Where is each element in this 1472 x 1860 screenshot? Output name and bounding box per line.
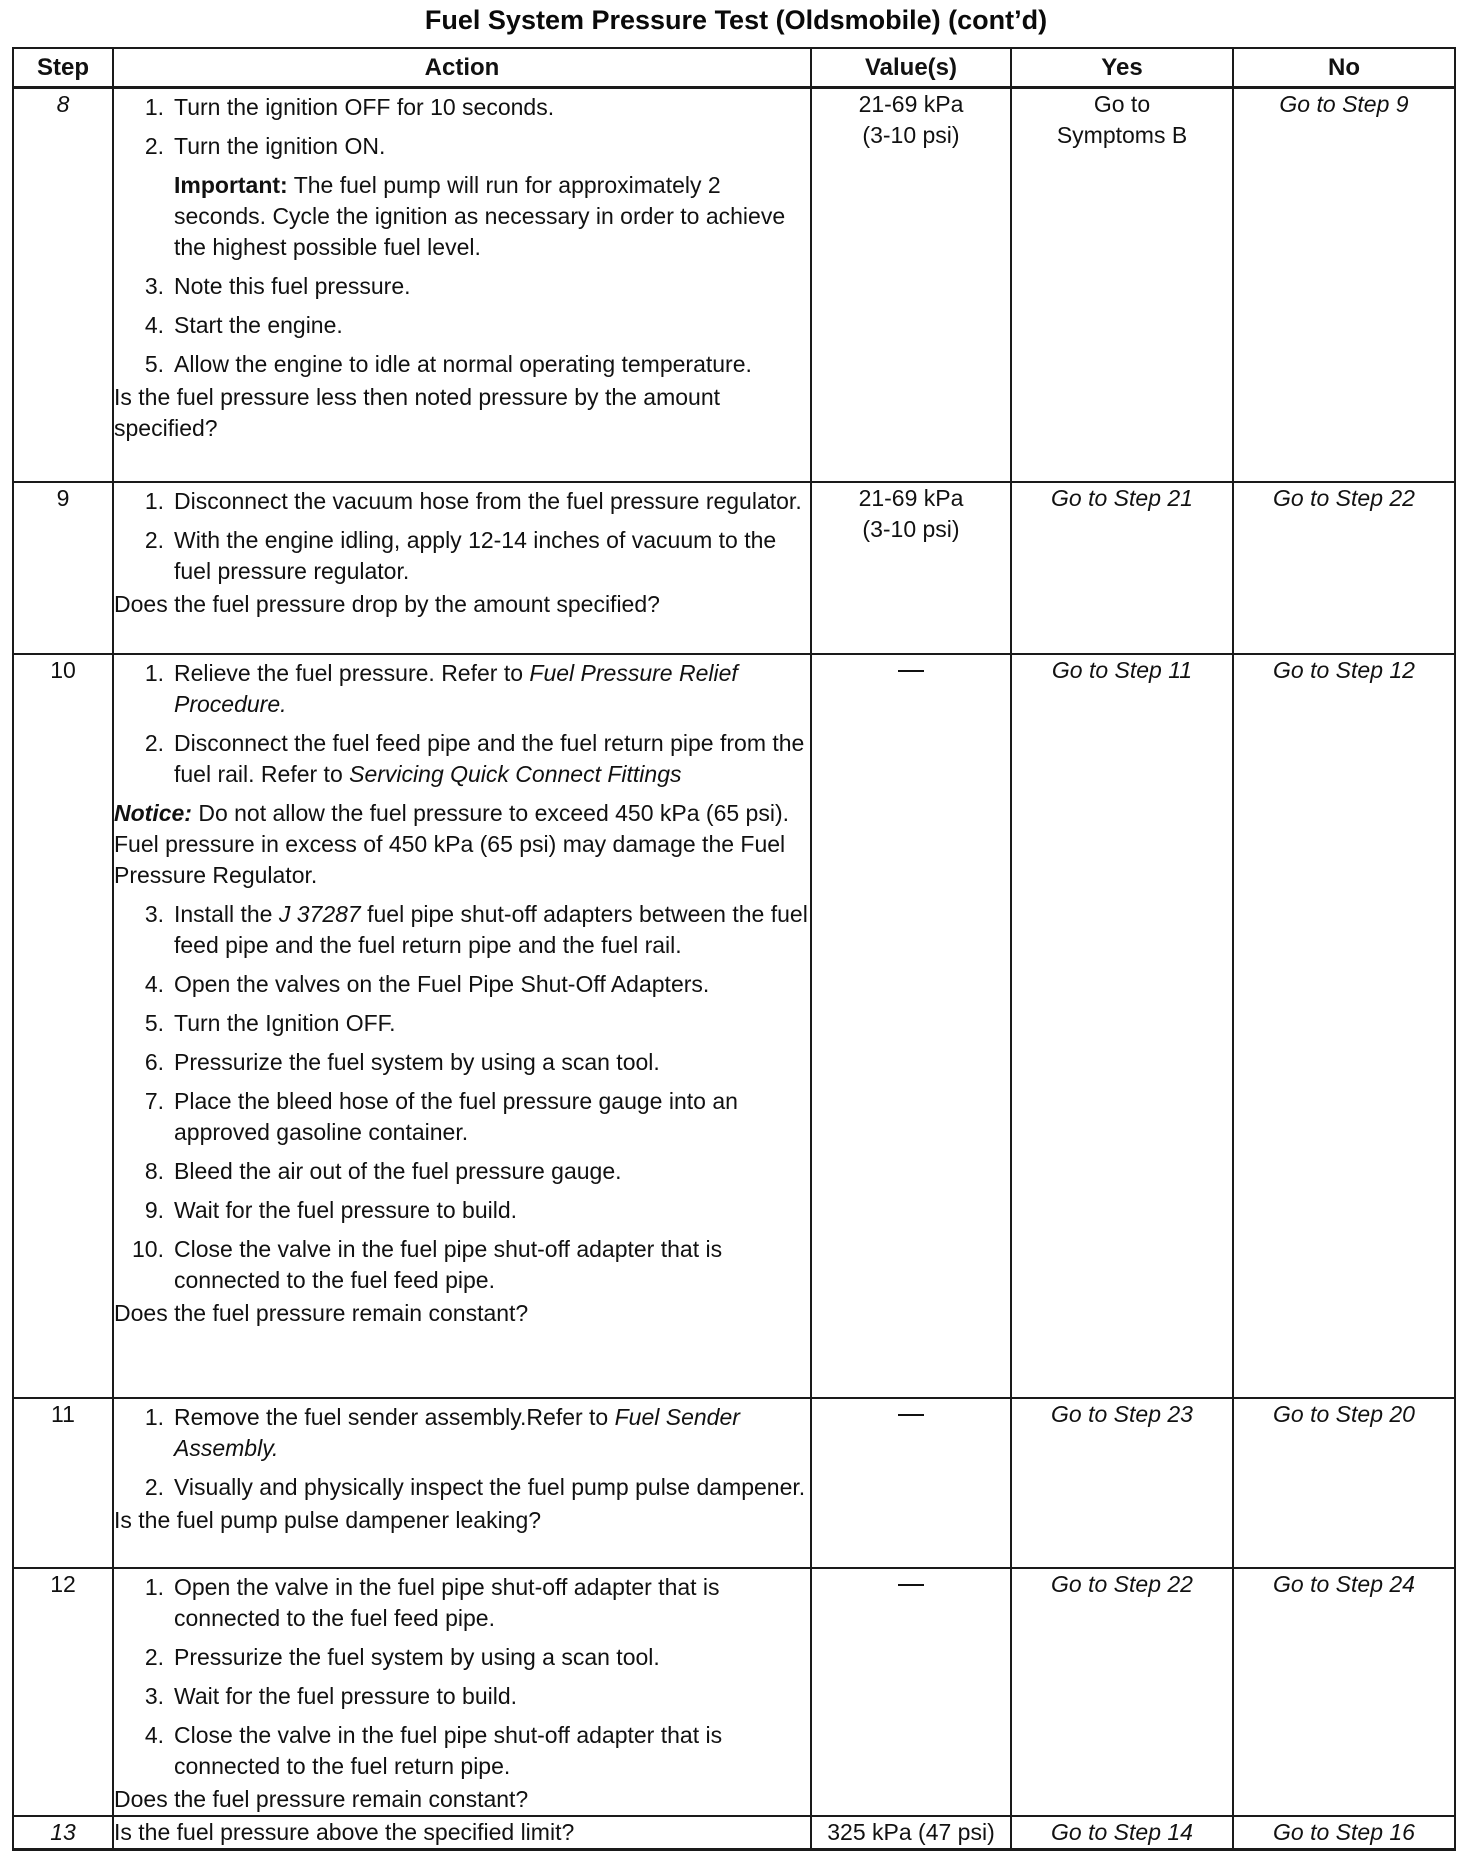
item-text: Note this fuel pressure. [174, 273, 411, 299]
value-line: (3-10 psi) [862, 515, 960, 542]
no-text: Go to Step 22 [1273, 484, 1415, 511]
header-yes: Yes [1011, 48, 1233, 88]
item-text: Turn the Ignition OFF. [174, 1009, 396, 1036]
item-text-part: Disconnect the fuel feed pipe and the fuel return pipe from the fuel rail. Refer to [174, 729, 805, 787]
value-line: 21-69 kPa [858, 91, 964, 117]
item-text: Place the bleed hose of the fuel pressure gauge into an approved gasoline container. [174, 1087, 738, 1145]
item-text: Visually and physically inspect the fuel pump pulse dampener. [174, 1473, 806, 1500]
list-item [114, 728, 810, 790]
item-text [174, 658, 810, 720]
value-cell [811, 88, 1011, 482]
item-text-part: . [280, 690, 287, 717]
header-values: Value(s) [811, 48, 1011, 88]
item-text [174, 728, 810, 790]
question-text: Does the fuel pressure remain constant? [114, 1299, 529, 1326]
value-cell [811, 654, 1011, 1398]
item-text: Turn the ignition OFF for 10 seconds. [174, 94, 555, 120]
no-cell [1233, 1816, 1455, 1850]
list-item [114, 1572, 810, 1634]
yes-text: Go to Step 21 [1051, 484, 1193, 511]
table-row-step-8 [13, 88, 1455, 482]
no-text: Go to Step 16 [1273, 1818, 1415, 1845]
no-cell [1233, 88, 1455, 482]
reference-link-text: Servicing Quick Connect Fittings [349, 760, 682, 787]
item-text: Turn the ignition ON. [174, 133, 386, 159]
item-text: Pressurize the fuel system by using a scan tool. [174, 1048, 660, 1075]
table-row-step-10 [13, 654, 1455, 1398]
yes-text: Go to Step 22 [1051, 1570, 1193, 1597]
list-item [114, 92, 810, 123]
list-item [114, 271, 810, 302]
no-text: Go to Step 9 [1279, 91, 1409, 117]
value-cell [811, 482, 1011, 654]
item-number: 8. [144, 1157, 164, 1184]
yes-cell [1011, 654, 1233, 1398]
yes-text: Go to Step 14 [1051, 1818, 1193, 1845]
yes-text: Go to Step 23 [1051, 1400, 1193, 1427]
value-line: 21-69 kPa [858, 484, 964, 511]
item-text [174, 1402, 810, 1464]
important-label: Important: [174, 172, 288, 198]
item-text: Close the valve in the fuel pipe shut-off adapter that is connected to the fuel return pipe. [174, 1721, 723, 1779]
notice-text: Do not allow the fuel pressure to exceed 450 kPa (65 psi). Fuel pressure in excess of 450 kPa (65 psi) may damage the Fuel Pressure Regulator. [114, 799, 790, 888]
no-text: Go to Step 20 [1273, 1400, 1415, 1427]
question-text: Is the fuel pump pulse dampener leaking? [114, 1506, 542, 1533]
yes-text: Go to [1093, 91, 1151, 117]
value-cell: 325 kPa (47 psi) [811, 1816, 1011, 1850]
item-number: 1. [144, 487, 164, 514]
list-item [114, 486, 810, 517]
item-number: 5. [144, 1009, 164, 1036]
no-cell [1233, 482, 1455, 654]
item-number: 1. [144, 94, 164, 120]
list-item [114, 1047, 810, 1078]
list-item [114, 525, 810, 587]
notice-label: Notice: [114, 799, 192, 826]
yes-cell [1011, 1816, 1233, 1850]
item-number: 3. [144, 900, 164, 927]
not-applicable-dash [898, 670, 924, 672]
step-number: 13 [13, 1816, 113, 1850]
item-number: 1. [144, 1573, 164, 1600]
item-number: 5. [144, 351, 164, 377]
list-item [114, 1720, 810, 1782]
yes-cell [1011, 1398, 1233, 1568]
item-number: 3. [144, 273, 164, 299]
yes-cell [1011, 482, 1233, 654]
question-text: Is the fuel pressure above the specified limit? [114, 1818, 575, 1845]
item-text: Wait for the fuel pressure to build. [174, 1196, 518, 1223]
question-text: Does the fuel pressure drop by the amount specified? [114, 590, 660, 617]
value-cell [811, 1568, 1011, 1816]
step-number: 10 [13, 654, 113, 1398]
table-row-step-9 [13, 482, 1455, 654]
list-item [114, 969, 810, 1000]
list-item [114, 1402, 810, 1464]
action-cell [113, 88, 811, 482]
step-number: 12 [13, 1568, 113, 1816]
list-item [114, 1156, 810, 1187]
table-header-row [13, 48, 1455, 88]
item-number: 2. [144, 133, 164, 159]
item-number: 4. [144, 1721, 164, 1748]
value-cell [811, 1398, 1011, 1568]
table-row-step-12 [13, 1568, 1455, 1816]
important-note [174, 170, 810, 263]
list-item [114, 349, 810, 380]
reference-link-text: Fuel Sender Assembly [174, 1403, 740, 1461]
item-text: Start the engine. [174, 312, 343, 338]
list-item [114, 1008, 810, 1039]
item-number: 3. [144, 1682, 164, 1709]
table-row-step-11 [13, 1398, 1455, 1568]
list-item [114, 899, 810, 961]
no-cell [1233, 654, 1455, 1398]
header-action: Action [113, 48, 811, 88]
item-text: Disconnect the vacuum hose from the fuel pressure regulator. [174, 487, 802, 514]
list-item [114, 1086, 810, 1148]
list-item [114, 1642, 810, 1673]
not-applicable-dash [898, 1414, 924, 1416]
step-number: 8 [13, 88, 113, 482]
table-row-step-13 [13, 1816, 1455, 1850]
item-text-part: fuel pipe shut-off adapters between the fuel feed pipe and the fuel return pipe and the fuel rail. [174, 900, 808, 958]
action-cell [113, 1816, 811, 1850]
item-number: 2. [144, 729, 164, 756]
yes-text: Symptoms B [1056, 122, 1188, 148]
tool-reference: J 37287 [278, 900, 361, 927]
action-cell [113, 1568, 811, 1816]
item-text: Wait for the fuel pressure to build. [174, 1682, 518, 1709]
item-text: With the engine idling, apply 12-14 inches of vacuum to the fuel pressure regulator. [174, 526, 777, 584]
item-text [174, 899, 810, 961]
item-text: Open the valve in the fuel pipe shut-off adapter that is connected to the fuel feed pipe. [174, 1573, 720, 1631]
reference-link-text: Fuel Pressure Relief Procedure [174, 659, 738, 717]
item-text: Open the valves on the Fuel Pipe Shut-Off Adapters. [174, 970, 710, 997]
header-no: No [1233, 48, 1455, 88]
action-cell [113, 482, 811, 654]
no-cell [1233, 1398, 1455, 1568]
yes-cell [1011, 1568, 1233, 1816]
action-cell [113, 1398, 811, 1568]
item-number: 7. [144, 1087, 164, 1114]
item-number: 9. [144, 1196, 164, 1223]
item-text-part: Install the [174, 900, 279, 927]
list-item [114, 1195, 810, 1226]
yes-cell [1011, 88, 1233, 482]
item-text: Pressurize the fuel system by using a scan tool. [174, 1643, 660, 1670]
notice-note [114, 798, 810, 891]
item-number: 1. [144, 1403, 164, 1430]
diagnostic-table [12, 47, 1456, 1851]
item-text: Bleed the air out of the fuel pressure gauge. [174, 1157, 622, 1184]
list-item [114, 1234, 810, 1296]
no-cell [1233, 1568, 1455, 1816]
item-text-part: Remove the fuel sender assembly.Refer to [174, 1403, 615, 1430]
step-number: 9 [13, 482, 113, 654]
item-number: 4. [144, 312, 164, 338]
item-number: 2. [144, 526, 164, 553]
item-number: 1. [144, 659, 164, 686]
item-number: 10. [132, 1235, 164, 1262]
item-number: 6. [144, 1048, 164, 1075]
yes-text: Go to Step 11 [1051, 656, 1193, 683]
page-title: Fuel System Pressure Test (Oldsmobile) (cont’d) [424, 5, 1048, 35]
no-text: Go to Step 24 [1273, 1570, 1415, 1597]
item-number: 2. [144, 1643, 164, 1670]
header-step: Step [13, 48, 113, 88]
list-item [114, 310, 810, 341]
item-text: Close the valve in the fuel pipe shut-off adapter that is connected to the fuel feed pipe. [174, 1235, 723, 1293]
question-text: Does the fuel pressure remain constant? [114, 1785, 529, 1812]
item-text-part: . [272, 1434, 279, 1461]
item-number: 2. [144, 1473, 164, 1500]
list-item [114, 658, 810, 720]
item-number: 4. [144, 970, 164, 997]
value-line: (3-10 psi) [862, 122, 960, 148]
item-text-part: Relieve the fuel pressure. Refer to [174, 659, 530, 686]
not-applicable-dash [898, 1584, 924, 1586]
important-text: The fuel pump will run for approximately 2 seconds. Cycle the ignition as necessary in order to achieve the highest possible fuel level. [174, 172, 786, 260]
list-item [114, 131, 810, 162]
no-text: Go to Step 12 [1273, 656, 1415, 683]
question-text: Is the fuel pressure less then noted pressure by the amount specified? [114, 384, 721, 441]
list-item [114, 1472, 810, 1503]
action-cell [113, 654, 811, 1398]
step-number: 11 [13, 1398, 113, 1568]
list-item [114, 1681, 810, 1712]
item-text: Allow the engine to idle at normal operating temperature. [174, 351, 752, 377]
